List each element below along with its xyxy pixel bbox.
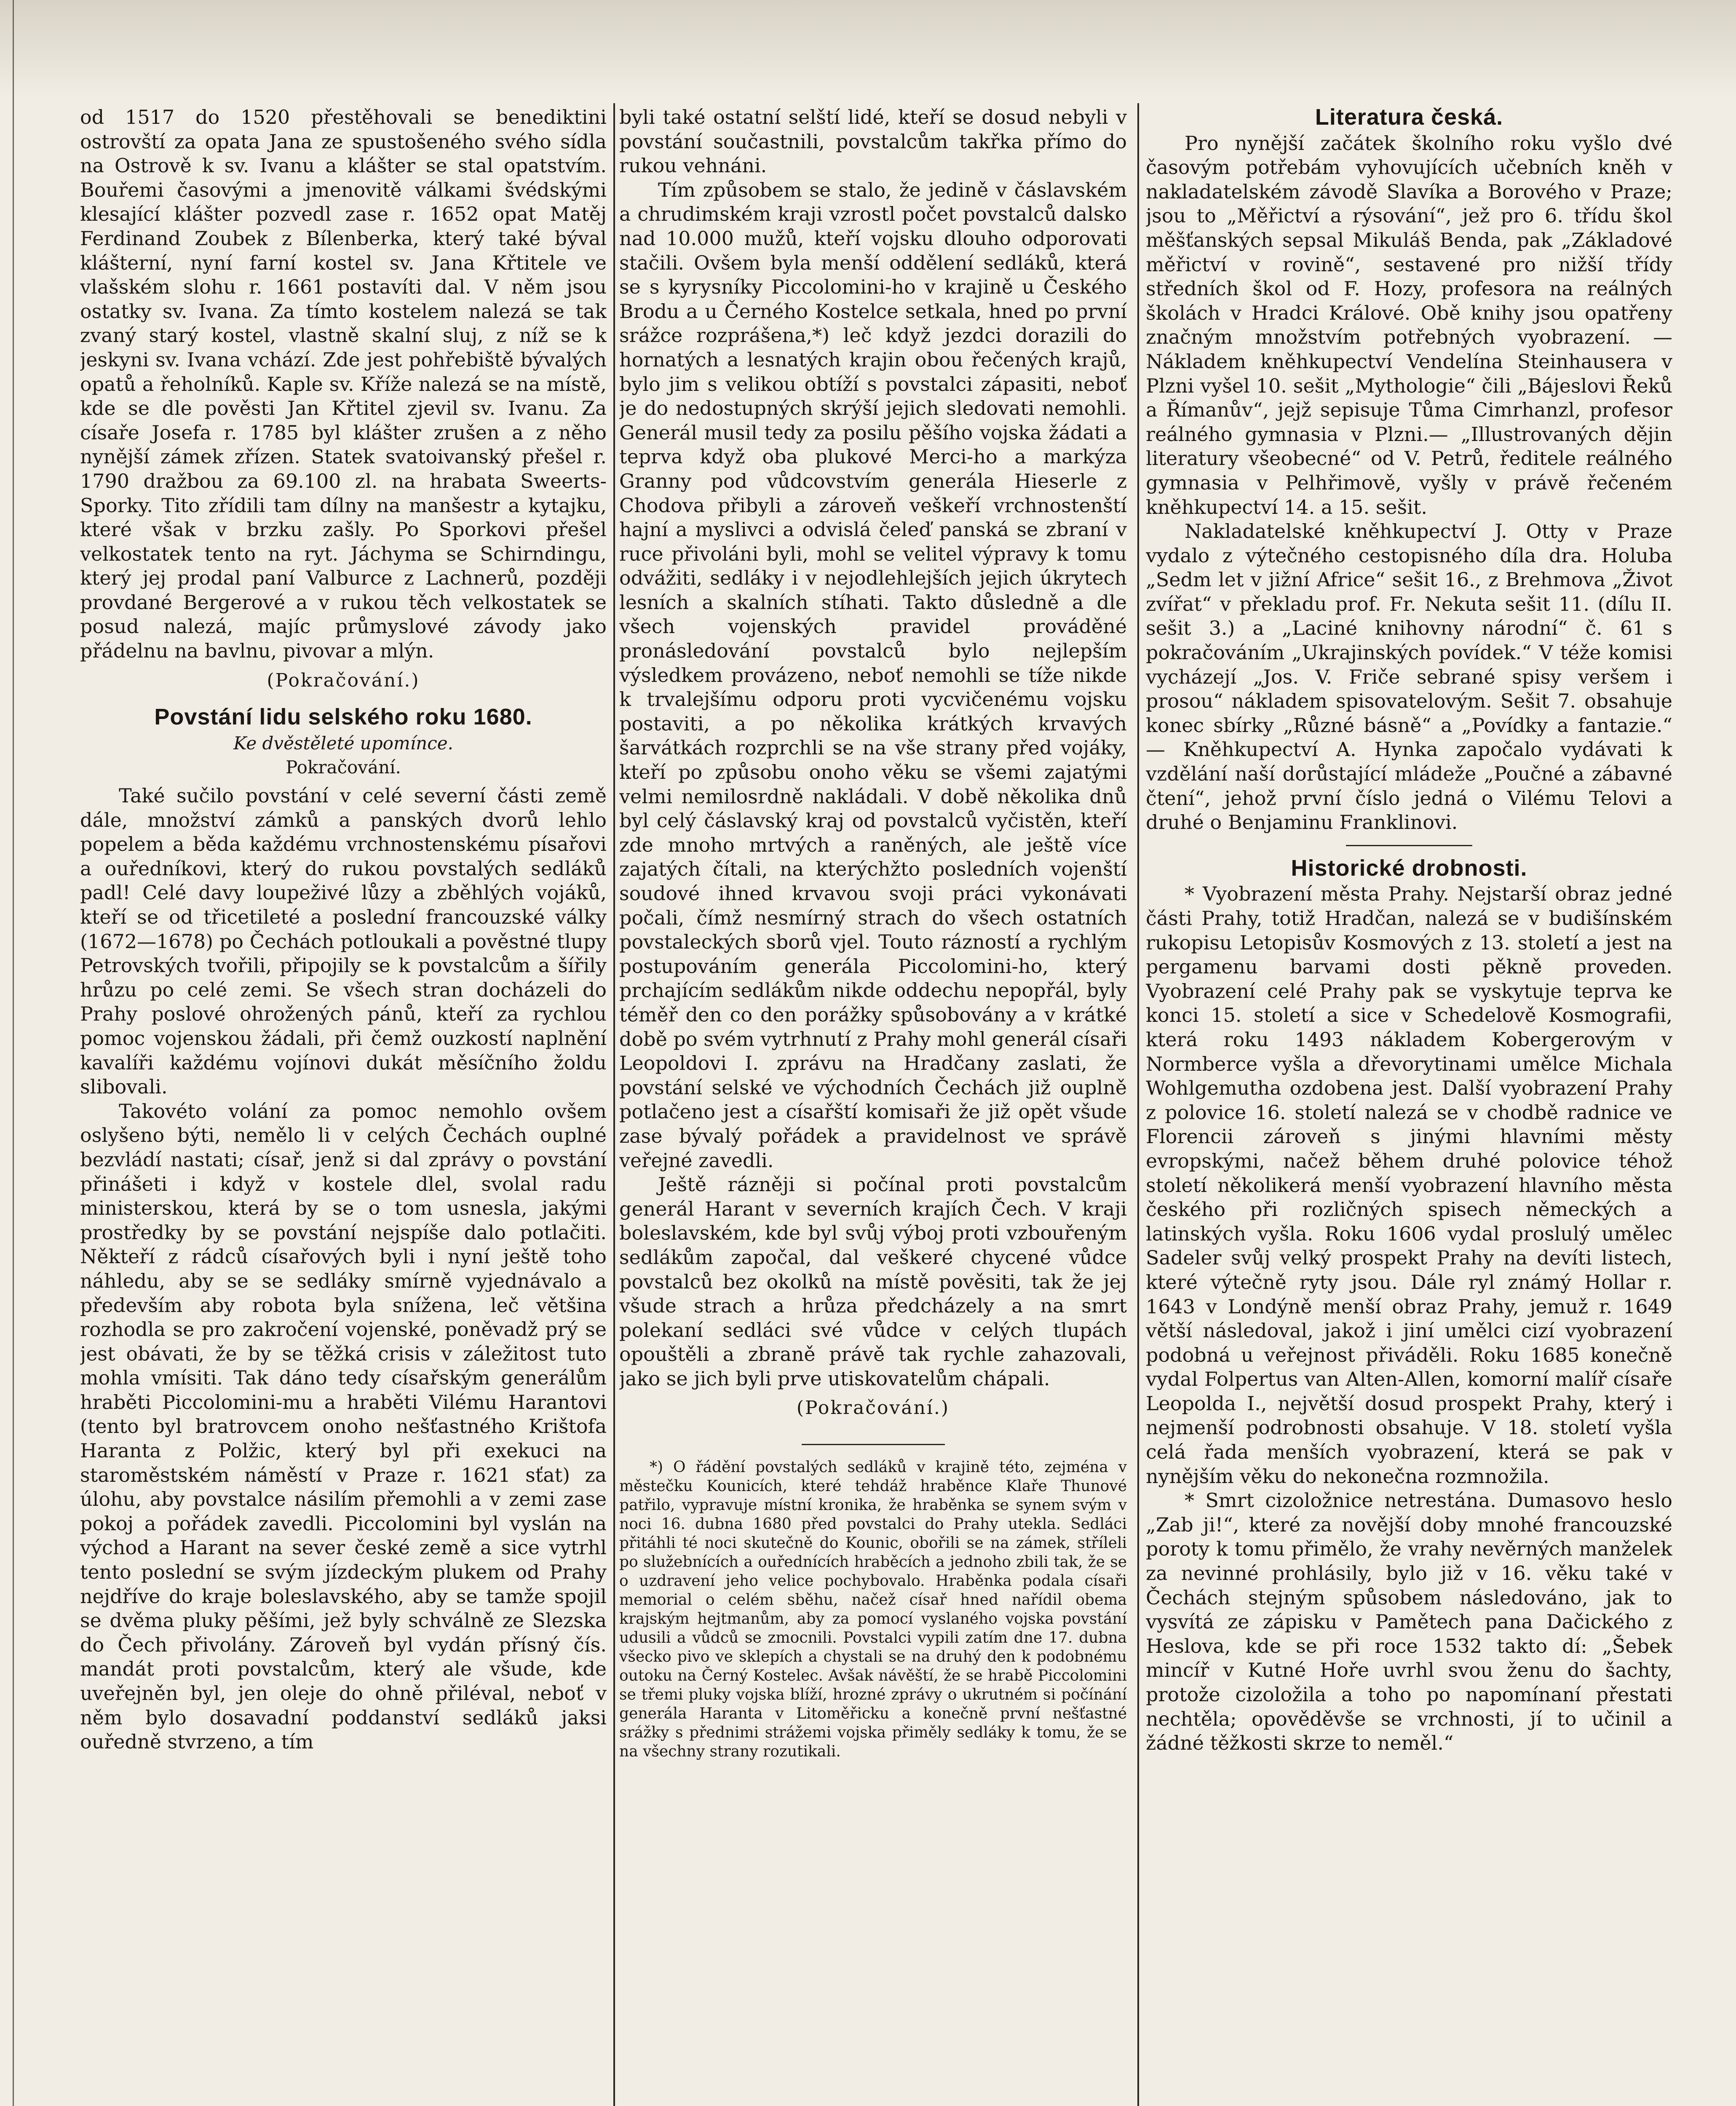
history-paragraph: * Vyobrazení města Prahy. Nejstarší obraz jedné části Prahy, totiž Hradčan, nalezá se v budišínském rukopisu Letopisův Kosmových z 13. století a jest na pergamenu barvami dosti pěkně proveden. Vyobrazení celé Prahy pak se vyskytuje teprva ke konci 15. století a sice v Schedelově Kosmografii, která roku 1493 nákladem Kobergerovým v Normberce vyšla a dřevorytinami umělce Michala Wohlgemutha ozdobena jest. Další vyobrazení Prahy z polovice 16. století nalezá se v chodbě radnice ve Florencii zároveň s jinými hlavními městy evropskými, načež během druhé polovice téhož století několikerá menší vyobrazení hlavního města českého při rozličných spisech německých a latinských vyšla. Roku 1606 vydal proslulý umělec Sadeler svůj velký prospekt Prahy na devíti listech, které výtečně ryty jsou. Dále ryl známý Hollar r. 1643 v Londýně menší obraz Prahy, jemuž r. 1649 větší následoval, jakož i jiní umělci cizí vyobrazení podobná u veřejnost přiváděli. Roku 1685 konečně vydal Folpertus van Alten-Allen, komorní malíř císaře Leopolda I., největší dosud prospekt Prahy, který i nejmenší podrobnosti obsahuje. V 18. století vyšla celá řada menších vyobrazení, která se pak v nynějším věku do nekonečna rozmnožila. bbox=[1146, 882, 1672, 1488]
section-separator bbox=[1346, 845, 1472, 846]
column1-paragraph: od 1517 do 1520 přestěhovali se benediktini ostrovští za opata Jana ze spustošeného svého sídla na Ostrově k sv. Ivanu a klášter se stal opatstvím. Bouřemi časovými a jmenovitě válkami švédskými klesající klášter pozvedl zase r. 1652 opat Matěj Ferdinand Zoubek z Bílenberka, který také býval klášterní, nyní farní kostel sv. Jana Křtitele ve vlašském slohu r. 1661 postavíti dal. V něm jsou ostatky sv. Ivana. Za tímto kostelem nalezá se tak zvaný starý kostel, vlastně skalní sluj, z níž se k jeskyni sv. Ivana vchází. Zde jest pohřebiště bývalých opatů a řeholníků. Kaple sv. Kříže nalezá se na místě, kde se dle pověsti Jan Křtitel zjevil sv. Ivanu. Za císaře Josefa r. 1785 byl klášter zrušen a z něho nynější zámek zřízen. Statek svatoivanský přešel r. 1790 dražbou za 69.100 zl. na hrabata Sweerts-Sporky. Tito zřídili tam dílny na manšestr a kytajku, které však v brzku zašly. Po Sporkovi přešel velkostatek tento na ryt. Jáchyma se Schirndingu, který jej prodal paní Valburce z Lachnerů, později provdané Bergerové a v rukou těch velkostatek se posud nalezá, majíc průmyslové závody jako přádelnu na bavlnu, pivovar a mlýn. bbox=[80, 106, 607, 663]
column2-paragraph: Ještě rázněji si počínal proti povstalcům generál Harant v severních krajích Čech. V kraji boleslavském, kde byl svůj výboj proti vzbouřeným sedlákům započal, dal veškeré chycené vůdce povstalců bez okolků na místě pověsiti, tak že jej všude strach a hrůza předcházely a na smrt polekaní sedláci své vůdce v celých tlupách opouštěli a zbraně právě tak rychle zahazovali, jako se jich byli prve utiskovatelům chápali. bbox=[619, 1173, 1127, 1390]
article-paragraph: Takovéto volání za pomoc nemohlo ovšem oslyšeno býti, nemělo li v celých Čechách ouplné bezvládí nastati; císař, jenž si dal zprávy o povstání přinášeti i když v kostele dlel, svolal radu ministerskou, která by se o tom usnesla, jakými prostředky by se povstání nejspíše dalo potlačiti. Někteří z rádců císařových byli i nyní ještě toho náhledu, aby se se sedláky smírně vyjednávalo a především aby robota byla snížena, leč většina rozhodla se pro zakročení vojenské, poněvadž prý se jest obávati, že by se těžká crisis v záležitost tuto mohla vmísiti. Tak dáno tedy císařským generálům hraběti Piccolomini-mu a hraběti Vilému Harantovi (tento byl bratrovcem onoho nešťastného Krištofa Haranta z Polžic, který byl při exekuci na staroměstském náměstí v Praze r. 1621 sťat) za úlohu, aby povstalce násilím přemohli a v zemi zase pokoj a pořádek zavedli. Piccolomini byl vyslán na východ a Harant na sever české země a sice vytrhl tento poslední se svým jízdeckým plukem od Prahy nejdříve do kraje boleslavského, aby se tamže spojil se dvěma pluky pěšími, jež byly schválně ze Slezska do Čech přivolány. Zároveň byl vydán přísný čís. mandát proti povstalcům, který ale všude, kde uveřejněn byl, jen oleje do ohně přiléval, neboť v něm bylo dosavadní poddanství sedláků jaksi ouředně stvrzeno, a tím bbox=[80, 1099, 607, 1753]
literature-paragraph: Nakladatelské kněhkupectví J. Otty v Praze vydalo z výtečného cestopisného díla dra. Holuba „Sedm let v jižní Africe“ sešit 16., z Brehmova „Život zvířat“ v překladu prof. Fr. Nekuta sešit 11. (dílu II. sešit 3.) a „Laciné knihovny národní“ č. 61 s pokračováním „Ukrajinských povídek.“ V téže komisi vycházejí „Jos. V. Friče sebrané spisy veršem i prosou“ nákladem spisovatelovým. Sešit 7. obsahuje konec sbírky „Různé básně“ a „Povídky a fantazie.“ — Kněhkupectví A. Hynka započalo vydávati k vzdělání naší dorůstající mládeže „Poučné a zábavné čtení“, jehož první číslo jedná o Vilému Telovi a druhé o Benjaminu Franklinovi. bbox=[1146, 520, 1672, 834]
article-continuation-label: Pokračování. bbox=[286, 757, 401, 778]
footnote: *) O řádění povstalých sedláků v krajině této, zejména v městečku Kounicích, které tehdáž hraběnce Klaře Thunové patřilo, vypravuje místní kronika, že hraběnka se synem svým v noci 16. dubna 1680 před povstalci do Prahy utekla. Sedláci přitáhli té noci skutečně do Kounic, obořili se na zámek, stříleli po služebnících a ouřednících hraběcích a jednoho zbili tak, že se o uzdravení jeho velice pochybovalo. Hraběnka podala císaři memorial o celém sběhu, načež císař hned nařídil obema krajským hejtmanům, aby za pomocí vyslaného vojska povstání udusili a vůdců se zmocnili. Povstalci vypili zatím dne 17. dubna všecko pivo ve sklepích a chystali se na druhý den k podobnému outoku na Černý Kostelec. Avšak návěští, že se hrabě Piccolomini se třemi pluky vojska blíží, hrozné zprávy o ukrutném si počínání generála Haranta v Litoměřicku a konečně první nešťastné srážky s přednimi strážemi vojska přiměly sedláky k tomu, že se na všechny strany rozutikali. bbox=[619, 1459, 1127, 1761]
article-paragraph: Také sučilo povstání v celé severní části země dále, množství zámků a panských dvorů lehlo popelem a běda každému vrchnostenskému písařovi a ouředníkovi, který do rukou povstalých sedláků padl! Celé davy loupeživé lůzy a zběhlých vojáků, kteří se od třicetileté a poslední francouzské války (1672—1678) po Čechách potloukali a pověstné tlupy Petrovských tvořili, připojily se k povstalcům a šířily hrůzu po celé zemi. Se všech stran docházeli do Prahy poslové ohrožených pánů, kteří za rychlou pomoc vojenskou žádali, při čemž ouzkostí naplnění kavalíři každému vojínovi dukát měsíčního žoldu slibovali. bbox=[80, 784, 607, 1098]
literature-paragraph: Pro nynější začátek školního roku vyšlo dvé časovým potřebám vyhovujících učebních kněh v nakladatelském závodě Slavíka a Borového v Praze; jsou to „Měřictví a rýsování“, jež pro 6. třídu škol měšťanských sepsal Mikuláš Benda, pak „Základové měřictví v rovině“, sestavené pro nižší třídy středních škol od F. Hozy, profesora na reálných školách v Hradci Králové. Obě knihy jsou opatřeny značným množstvím potřebných vyobrazení. — Nákladem kněhkupectví Vendelína Steinhausera v Plzni vyšel 10. sešit „Mythologie“ čili „Bájeslovi Řeků a Římanův“, jejž sepisuje Tůma Cimrhanzl, profesor reálného gymnasia v Plzni.— „Illustrovaných dějin literatury všeobecné“ od V. Petrů, ředitele reálného gymnasia v Pelhřimově, vyšly v právě řečeném kněhkupectví 14. a 15. sešit. bbox=[1146, 131, 1672, 518]
footnote-separator bbox=[802, 1444, 945, 1445]
column-3 bbox=[1146, 105, 1672, 2106]
column-1 bbox=[80, 105, 607, 2106]
column-2 bbox=[619, 105, 1127, 2106]
page-top-shade bbox=[0, 0, 1736, 97]
article-title: Povstání lidu selského roku 1680. bbox=[154, 704, 532, 730]
continued-note: (Pokračování.) bbox=[796, 1397, 950, 1419]
column-rule-1 bbox=[613, 103, 615, 2106]
section-title-history: Historické drobnosti. bbox=[1291, 855, 1527, 881]
column-rule-2 bbox=[1137, 103, 1139, 2106]
continued-note: (Pokračování.) bbox=[267, 669, 420, 691]
article-subtitle: Ke dvěstěleté upomínce. bbox=[233, 732, 453, 754]
column2-paragraph: Tím způsobem se stalo, že jedině v čáslavském a chrudimském kraji vzrostl počet povstalců dalsko nad 10.000 mužů, kteří vojsku dlouho odporovati stačili. Ovšem byla menší oddělení sedláků, která se s kyrysníky Piccolomini-ho v krajině u Českého Brodu a u Černého Kostelce setkala, hned po první srážce rozprášena,*) leč když jezdci dorazili do hornatých a lesnatých krajin obou řečených krajů, bylo jim s velikou obtíží s povstalci zápasiti, neboť je do nedostupných skrýší jejich sledovati nemohli. Generál musil tedy za posilu pěšího vojska žádati a teprva když oba plukové Merci-ho a markýza Granny pod vůdcovstvím generála Hieserle z Chodova přibyli a zároveň veškeří vrchnostenští hajní a myslivci a odvislá čeleď panská se zbraní v ruce přivoláni byli, mohl se velitel výpravy k tomu odvážiti, sedláky i v nejodlehlejších jejich úkrytech lesních a skalních stíhati. Takto důsledně a dle všech vojenských pravidel prováděné pronásledování povstalců bylo nejlepším výsledkem provázeno, neboť nemohli se tíže nikde k trvalejšímu odporu proti vycvičenému vojsku postaviti, a po několika krátkých krvavých šarvátkách rozprchli se na vše strany před vojáky, kteří po způsobu onoho věku se všemi zajatými velmi nemilosrdně nakládali. V době několika dnů byl celý čáslavský kraj od povstalců vyčistěn, kteří zde mnoho mrtvých a raněných, ale ještě více zajatých čítali, na kterýchžto posledních vojenští soudové ihned krvavou svoji práci vykonávati počali, čímž nesmírný strach do všech ostatních povstaleckých sborů vjel. Touto rázností a rychlým postupováním generála Piccolomini-ho, který prchajícím sedlákům nikde oddechu nepopřál, byly téměř den co den porážky spůsobovány a v krátké době po svém vytrhnutí z Prahy mohl generál císaři Leopoldovi I. zprávu na Hradčany zaslati, že povstání selské ve východních Čechách již ouplně potlačeno jest a císařští komisaři že již opět všude zase bývalý pořádek a pravidelnost ve správě veřejné zavedli. bbox=[619, 178, 1127, 1172]
binding-edge-line bbox=[13, 0, 14, 2106]
column2-paragraph: byli také ostatní selští lidé, kteří se dosud nebyli v povstání součastnili, povstalcům takřka přímo do rukou vehnáni. bbox=[619, 106, 1127, 177]
section-title-literature: Literatura česká. bbox=[1315, 105, 1503, 130]
history-paragraph: * Smrt cizoložnice netrestána. Dumasovo heslo „Zab ji!“, které za novější doby mnohé francouzské poroty k tomu přimělo, že vrahy nevěrných manželek za nevinné prohlásily, bylo již v 16. věku také v Čechách stejným spůsobem následováno, jak to vysvítá ze zápisku v Pamětech pana Dačického z Heslova, kde se při roce 1532 takto dí: „Šebek mincíř v Kutné Hoře uvrhl svou ženu do šachty, protože cizoložila a toho po napomínaní přestati nechtěla; opověděvše se vrchnosti, jí to učinil a žádné těžkosti skrze to neměl.“ bbox=[1146, 1489, 1672, 1755]
